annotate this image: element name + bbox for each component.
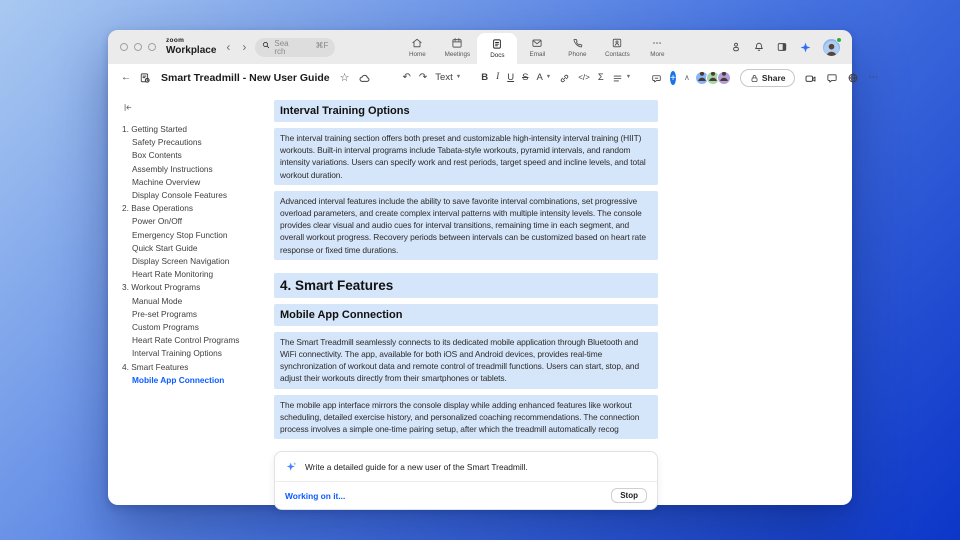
presence-status-dot [836, 37, 842, 43]
user-avatar[interactable] [823, 39, 840, 56]
more-icon [651, 37, 663, 49]
ai-prompt-text: Write a detailed guide for a new user of the Smart Treadmill. [305, 461, 528, 472]
bold-button[interactable]: B [481, 72, 489, 84]
window-zoom-button[interactable] [148, 43, 156, 51]
star-doc-button[interactable]: ☆ [339, 71, 350, 84]
italic-button[interactable]: I [496, 72, 500, 83]
document-block[interactable]: Mobile App Connection [274, 304, 658, 326]
outline-item[interactable]: 2. Base Operations [122, 203, 194, 214]
document-blocks [274, 100, 658, 439]
history-back-button[interactable]: ‹ [226, 40, 231, 54]
search-shortcut: ⌘F [315, 40, 329, 50]
text-style-dropdown[interactable]: Text ▼ [435, 72, 462, 84]
outline-item[interactable]: Quick Start Guide [132, 242, 198, 253]
recent-docs-icon[interactable] [139, 72, 151, 84]
side-panel-toggle-icon[interactable] [776, 41, 788, 53]
document-block[interactable]: 4. Smart Features [274, 273, 658, 298]
outline-item[interactable]: 3. Workout Programs [122, 282, 201, 293]
ai-sparkle-icon [285, 460, 298, 473]
text-color-dropdown[interactable]: A ▼ [536, 72, 552, 84]
redo-button[interactable]: ↷ [418, 72, 428, 83]
meetings-icon [451, 37, 463, 49]
outline-item[interactable]: Heart Rate Monitoring [132, 269, 214, 280]
collaborator-avatars [698, 71, 731, 85]
lock-icon [750, 74, 759, 83]
outline-item[interactable]: 4. Smart Features [122, 361, 189, 372]
chevron-down-icon: ▼ [455, 74, 462, 81]
nav-tab[interactable]: Email [517, 30, 557, 64]
cloud-sync-icon [358, 72, 371, 85]
outline-item[interactable]: Machine Overview [132, 176, 201, 187]
insert-plus-button[interactable]: + [670, 72, 676, 84]
undo-button[interactable]: ↶ [402, 72, 411, 83]
nav-tab[interactable]: Docs [477, 33, 517, 64]
outline-item[interactable]: Heart Rate Control Programs [132, 335, 240, 346]
strikethrough-button[interactable]: S [522, 72, 529, 84]
outline-list [122, 123, 274, 387]
search-placeholder: Search [274, 38, 289, 56]
window-controls [120, 43, 156, 51]
outline-item[interactable]: Pre-set Programs [132, 308, 198, 319]
collaborator-avatar[interactable] [717, 71, 731, 85]
video-call-icon[interactable] [804, 72, 817, 85]
align-dropdown[interactable] [612, 73, 631, 84]
app-titlebar [108, 30, 852, 64]
ai-companion-panel [274, 451, 658, 510]
global-search-input[interactable] [255, 38, 335, 57]
more-options-button[interactable]: ⋯ [868, 72, 879, 84]
document-block[interactable]: The mobile app interface mirrors the console display while adding enhanced features like workout scheduling, detailed exercise history, and personalized coaching recommendations. The connection process involves a simple one-time pairing setup, after which the treadmill automatically recog [274, 395, 658, 440]
outline-item[interactable]: Emergency Stop Function [132, 229, 228, 240]
outline-item[interactable]: Custom Programs [132, 322, 199, 333]
share-button[interactable]: Share [740, 69, 796, 87]
globe-language-icon[interactable] [847, 72, 859, 84]
nav-tab[interactable]: Phone [557, 30, 597, 64]
underline-button[interactable]: U [507, 72, 515, 84]
zoom-workplace-logo: zoom Workplace [166, 37, 217, 56]
nav-tab[interactable]: Home [397, 30, 437, 64]
outline-item[interactable]: Mobile App Connection [132, 374, 225, 385]
chat-icon[interactable] [826, 72, 838, 84]
document-block[interactable]: The Smart Treadmill seamlessly connects to its dedicated mobile application through Bluetooth and WiFi connectivity. The app, available for both iOS and Android devices, provides real-time synchronization of workout data and remote control of treadmill functions. Users can start, stop, and adjust their workouts directly from their smartphones or tablets. [274, 332, 658, 389]
stop-generation-button[interactable]: Stop [611, 488, 647, 503]
doc-toolbar [108, 64, 879, 92]
outline-item[interactable]: Safety Precautions [132, 137, 202, 148]
collapse-toolbar-button[interactable]: ∧ [684, 73, 690, 82]
history-forward-button[interactable]: › [242, 40, 247, 54]
contacts-icon [611, 37, 623, 49]
outline-item[interactable]: 1. Getting Started [122, 124, 188, 134]
document-block[interactable]: Interval Training Options [274, 100, 658, 122]
phone-icon [571, 37, 583, 49]
notifications-bell-icon[interactable] [753, 41, 765, 53]
outline-sidebar [108, 92, 274, 505]
doc-back-button[interactable]: ← [121, 72, 131, 83]
outline-item[interactable]: Interval Training Options [132, 348, 222, 359]
main-nav [397, 30, 677, 64]
insert-link-icon[interactable] [559, 73, 570, 84]
chevron-down-icon: ▼ [545, 74, 552, 81]
email-icon [531, 37, 543, 49]
outline-item[interactable]: Assembly Instructions [132, 163, 213, 174]
doc-title[interactable]: Smart Treadmill - New User Guide [161, 72, 330, 84]
formula-button[interactable]: Σ [597, 72, 604, 84]
outline-item[interactable]: Power On/Off [132, 216, 183, 227]
chevron-down-icon: ▼ [625, 74, 632, 81]
home-icon [411, 37, 423, 49]
docs-icon [491, 38, 503, 50]
document-body [274, 92, 658, 505]
zoom-workplace-window [108, 30, 879, 505]
code-block-button[interactable]: </> [578, 73, 590, 82]
outline-item[interactable]: Box Contents [132, 150, 182, 161]
person-silhouette-icon [718, 71, 730, 84]
comment-icon[interactable] [651, 73, 662, 84]
outline-item[interactable]: Display Console Features [132, 190, 227, 201]
outline-item[interactable]: Manual Mode [132, 295, 183, 306]
collapse-outline-icon[interactable] [122, 102, 133, 113]
align-icon [612, 73, 623, 84]
document-block[interactable]: The interval training section offers both preset and customizable high-intensity interval training (HIIT) workouts. Built-in interval programs include Tabata-style workouts, pyramid intervals, and random intensity variations. Users can specify work and rest periods, target speed and incline levels, and total workout duration. [274, 128, 658, 185]
ai-status-text: Working on it... [285, 490, 346, 501]
nav-tab[interactable]: More [637, 30, 677, 64]
outline-item[interactable]: Display Screen Navigation [132, 256, 230, 267]
profile-status-icon[interactable] [730, 41, 742, 53]
window-close-button[interactable] [120, 43, 128, 51]
ai-companion-icon[interactable] [799, 41, 812, 54]
nav-tab[interactable]: Meetings [437, 30, 477, 64]
nav-tab[interactable]: Contacts [597, 30, 637, 64]
document-block[interactable]: Advanced interval features include the ability to save favorite interval combinations, set progressive overload parameters, and create complex interval patterns with multiple intensity levels. The console provides clear visual and audio cues for interval transitions, remaining time in each segment, and overall workout progress. Recovery periods between intervals can be customized based on heart rate response or fixed time durations. [274, 191, 658, 260]
window-minimize-button[interactable] [134, 43, 142, 51]
search-icon [262, 40, 270, 49]
